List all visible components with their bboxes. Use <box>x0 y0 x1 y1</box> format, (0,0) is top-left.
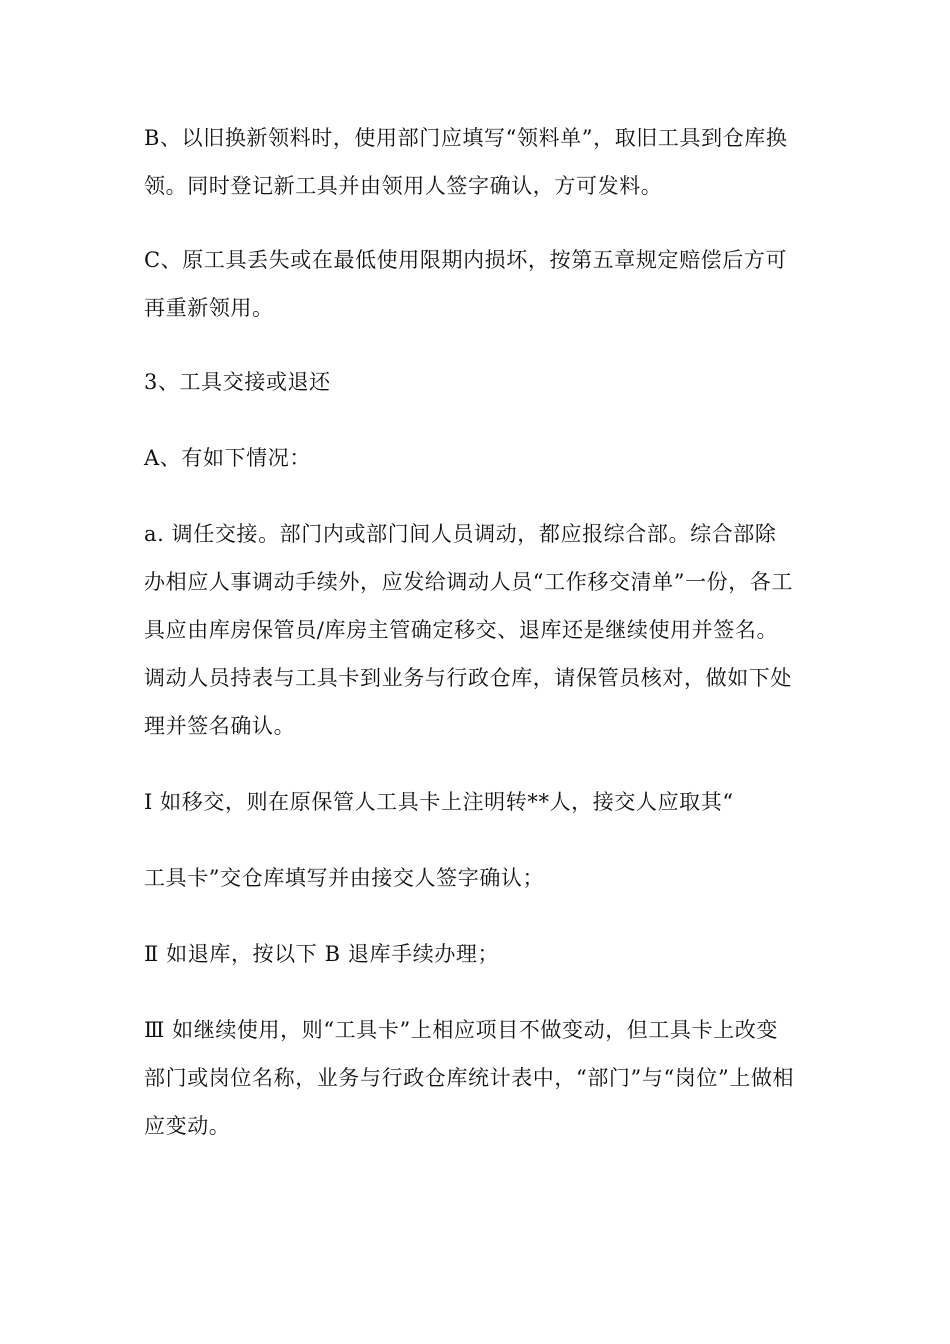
text-line: 部门或岗位名称，业务与行政仓库统计表中，“部门”与“岗位”上做相 <box>144 1066 795 1090</box>
text-line: 理并签名确认。 <box>144 714 296 738</box>
paragraph-b-exchange <box>144 114 814 210</box>
text-line: Ⅱ 如退库，按以下 B 退库手续办理； <box>144 942 500 966</box>
document-body <box>144 114 814 1150</box>
paragraph-a-transfer <box>144 510 814 750</box>
text-line: C、原工具丢失或在最低使用限期内损坏，按第五章规定赔偿后方可 <box>144 248 788 272</box>
text-line: 3、工具交接或退还 <box>144 370 331 394</box>
text-line: a. 调任交接。部门内或部门间人员调动，都应报综合部。综合部除 <box>144 522 777 546</box>
paragraph-a-situations <box>144 434 814 482</box>
text-line: Ⅲ 如继续使用，则“工具卡”上相应项目不做变动，但工具卡上改变 <box>144 1018 778 1042</box>
text-line: 领。同时登记新工具并由领用人签字确认，方可发料。 <box>144 174 663 198</box>
text-line: 调动人员持表与工具卡到业务与行政仓库，请保管员核对，做如下处 <box>144 666 792 690</box>
section-heading-3 <box>144 358 814 406</box>
item-iii-continue-use <box>144 1006 814 1150</box>
text-line: A、有如下情况： <box>144 446 311 470</box>
item-i-handover <box>144 778 814 826</box>
text-line: 再重新领用。 <box>144 296 274 320</box>
text-line: Ⅰ 如移交，则在原保管人工具卡上注明转**人，接交人应取其“ <box>144 790 734 814</box>
text-line: B、以旧换新领料时，使用部门应填写“领料单”，取旧工具到仓库换 <box>144 126 788 150</box>
text-line: 工具卡”交仓库填写并由接交人签字确认； <box>144 866 545 890</box>
item-ii-return <box>144 930 814 978</box>
text-line: 具应由库房保管员/库房主管确定移交、退库还是继续使用并签名。 <box>144 618 779 642</box>
text-line: 应变动。 <box>144 1114 231 1138</box>
item-i-continuation <box>144 854 814 902</box>
paragraph-c-loss <box>144 236 814 332</box>
text-line: 办相应人事调动手续外，应发给调动人员“工作移交清单”一份，各工 <box>144 570 794 594</box>
